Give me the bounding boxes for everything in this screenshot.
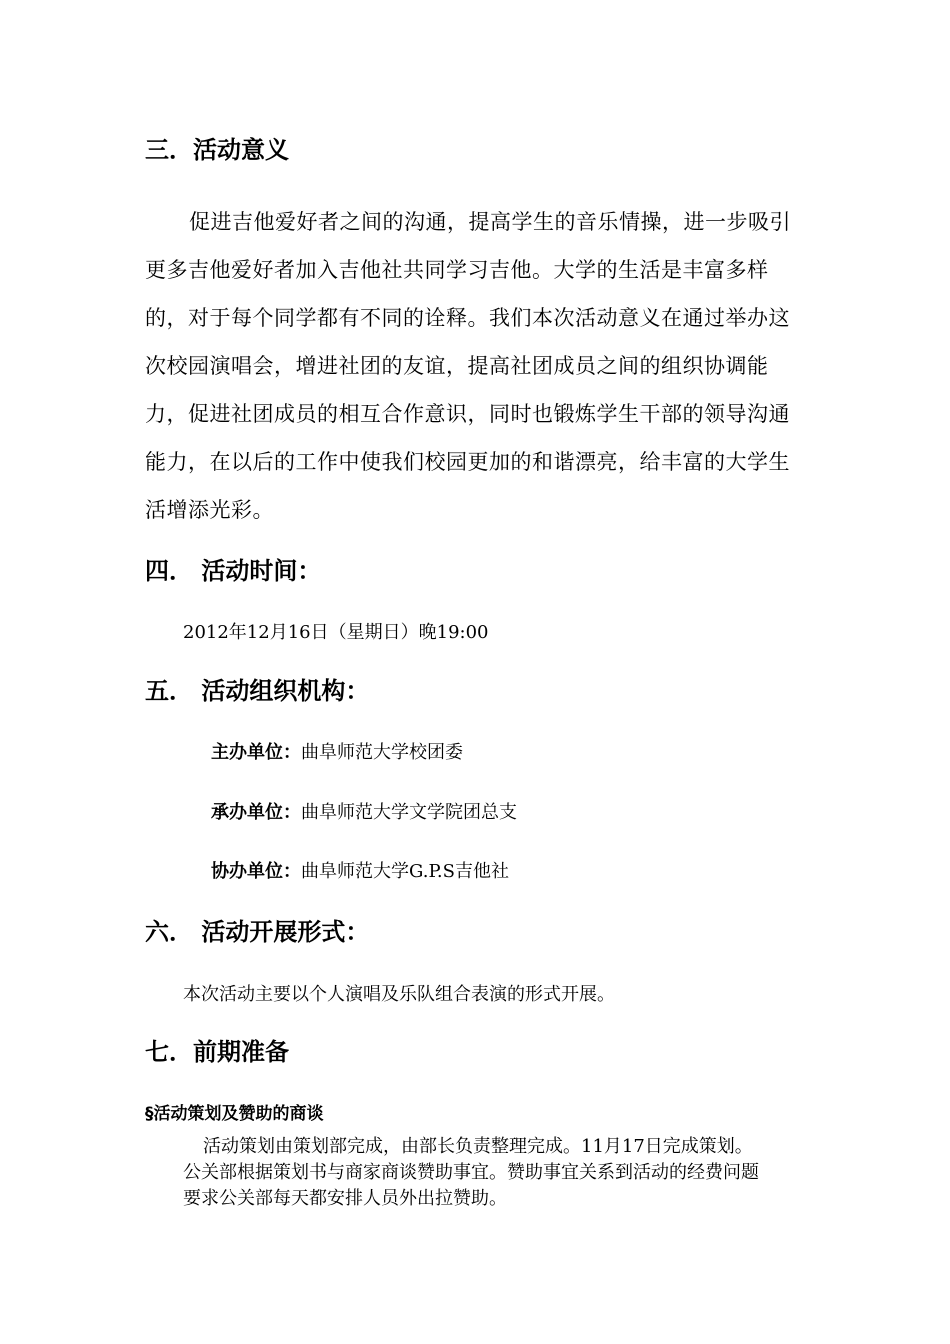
org-organizer-value: 曲阜师范大学文学院团总支 [301, 802, 517, 823]
org-organizer-label: 承办单位： [211, 802, 301, 823]
planning-line-3: 要求公关部每天都安排人员外出拉赞助。 [183, 1188, 507, 1209]
heading-activity-significance: 三．活动意义 [145, 136, 289, 164]
heading-activity-format: 六． 活动开展形式： [145, 918, 370, 946]
heading-activity-time: 四． 活动时间： [145, 557, 322, 585]
paragraph-activity-significance: 促进吉他爱好者之间的沟通，提高学生的音乐情操，进一步吸引更多吉他爱好者加入吉他社共同学习吉他。大学的生活是丰富多样的，对于每个同学都有不同的诠释。我们本次活动意义在通过举办这次校园演唱会，增进社团的友谊，提高社团成员之间的组织协调能力，促进社团成员的相互合作意识，同时也锻炼学生干部的领导沟通能力，在以后的工作中使我们校园更加的和谐漂亮，给丰富的大学生活增添光彩。 [145, 210, 791, 522]
planning-sponsorship-text [183, 1134, 811, 1212]
activity-format-text: 本次活动主要以个人演唱及乐队组合表演的形式开展。 [183, 984, 615, 1005]
activity-time-text: 2012年12月16日（星期日）晚19:00 [183, 622, 489, 643]
heading-organization: 五． 活动组织机构： [145, 677, 370, 705]
subheading-planning-sponsorship: §活动策划及赞助的商谈 [145, 1104, 324, 1124]
heading-preparation: 七．前期准备 [145, 1038, 289, 1066]
planning-line-1: 活动策划由策划部完成，由部长负责整理完成。11月17日完成策划。 [203, 1136, 753, 1157]
org-co-organizer-value: 曲阜师范大学G.P.S吉他社 [301, 861, 509, 882]
org-organizer [211, 800, 517, 826]
planning-line-2: 公关部根据策划书与商家商谈赞助事宜。赞助事宜关系到活动的经费问题 [183, 1162, 759, 1183]
org-host [211, 740, 463, 766]
org-co-organizer-label: 协办单位： [211, 861, 301, 882]
org-host-label: 主办单位： [211, 742, 301, 763]
org-host-value: 曲阜师范大学校团委 [301, 742, 463, 763]
org-co-organizer [211, 859, 509, 885]
